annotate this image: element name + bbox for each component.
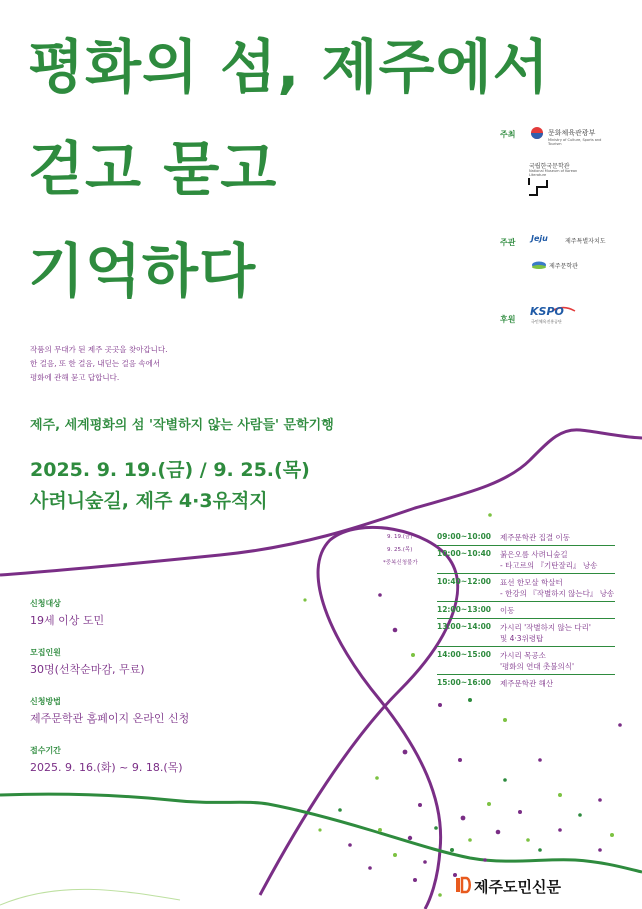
schedule-desc-line: 표선 한모살 학살터 [500,578,563,587]
main-title-line-1: 평화의 섬, 제주에서 [28,33,550,101]
faint-green-line [0,889,180,905]
schedule-time: 15:00~16:00 [437,678,492,687]
method-label: 신청방법 [30,697,61,706]
schedule-desc-line: 및 4·3위령탑 [500,634,544,643]
schedule-time: 14:00~15:00 [437,650,492,659]
purple-loop-curve [260,527,458,909]
ministry-emblem [531,127,543,139]
literature-house-name: 제주문학관 [549,263,578,270]
schedule-time: 09:00~10:00 [437,532,492,541]
schedule-desc [500,650,574,672]
target-value: 19세 이상 도민 [30,614,105,627]
schedule-desc: 제주문학관 해산 [500,679,554,688]
schedule-note: *중복신청불가 [383,560,418,566]
schedule-divider [437,601,615,602]
schedule-desc: 제주문학관 집결 이동 [500,533,570,542]
period-value: 2025. 9. 16.(화) ~ 9. 18.(목) [30,761,183,774]
schedule-desc [500,577,614,599]
schedule-divider [437,573,615,574]
intro-text [30,343,250,385]
schedule-time: 12:00~13:00 [437,605,492,614]
institute-name: 국립한국문학관 [529,163,570,170]
literature-house-emblem [532,262,546,270]
kspo-logo: KSPO [530,305,564,318]
intro-line-1: 작품의 무대가 된 제주 곳곳을 찾아갑니다. [30,345,168,354]
institute-english: National Museum of Korean Literature [529,169,578,177]
schedule-desc-line: 붉은오름 사려니숲길 [500,550,568,559]
schedule-desc [500,549,597,571]
intro-line-2: 한 걸음, 또 한 걸음, 내딛는 걸음 속에서 [30,359,161,368]
schedule-time: 10:00~10:40 [437,549,492,558]
schedule-date-2: 9. 25.(목) [387,547,413,553]
organizer-label: 주관 [500,238,516,247]
main-title-line-2: 걷고 묻고 [28,135,278,203]
schedule-desc-line: - 한강의 『작별하지 않는다』 낭송 [500,589,615,598]
schedule-desc-line: - 타고르의 『기탄잘리』 낭송 [500,561,598,570]
recruit-value: 30명(선착순마감, 무료) [30,663,145,676]
host-label: 주최 [500,130,516,139]
ministry-english: Ministry of Culture, Sports and Tourism [548,138,602,146]
schedule-time: 10:40~12:00 [437,577,492,586]
main-title-line-3: 기억하다 [28,237,257,305]
schedule-time: 13:00~14:00 [437,622,492,631]
method-value: 제주문학관 홈페이지 온라인 신청 [30,712,190,725]
support-label: 후원 [500,315,516,324]
schedule-divider [437,674,615,675]
schedule-divider [437,618,615,619]
schedule-desc-line: 가시리 목공소 [500,651,546,660]
event-place: 사려니숲길, 제주 4·3유적지 [30,490,268,512]
period-label: 접수기간 [30,746,61,755]
intro-line-3: 평화에 관해 묻고 답합니다. [30,373,120,382]
schedule-divider [437,545,615,546]
ministry-name: 문화체육관광부 [548,129,596,137]
event-date: 2025. 9. 19.(금) / 9. 25.(목) [30,459,310,481]
schedule-desc: 이동 [500,606,515,615]
green-ridge-line [0,794,642,872]
kspo-name: 국민체육진흥공단 [531,319,562,324]
institute-emblem [529,178,547,195]
newspaper-brand: 제주도민신문 [474,878,561,896]
schedule-desc-line: 가시리 '작별하지 않는 다리' [500,623,591,632]
jeju-logo: Jeju [531,234,548,243]
jeju-province-name: 제주특별자치도 [565,238,606,245]
recruit-label: 모집인원 [30,648,61,657]
schedule-date-1: 9. 19.(금) [387,534,413,540]
schedule-desc [500,622,591,644]
newspaper-logo-icon [456,876,472,894]
schedule-desc-line: '평화의 연대 촛불의식' [500,662,575,671]
event-subtitle: 제주, 세계평화의 섬 '작별하지 않는 사람들' 문학기행 [30,418,334,433]
schedule-divider [437,646,615,647]
target-label: 신청대상 [30,599,61,608]
